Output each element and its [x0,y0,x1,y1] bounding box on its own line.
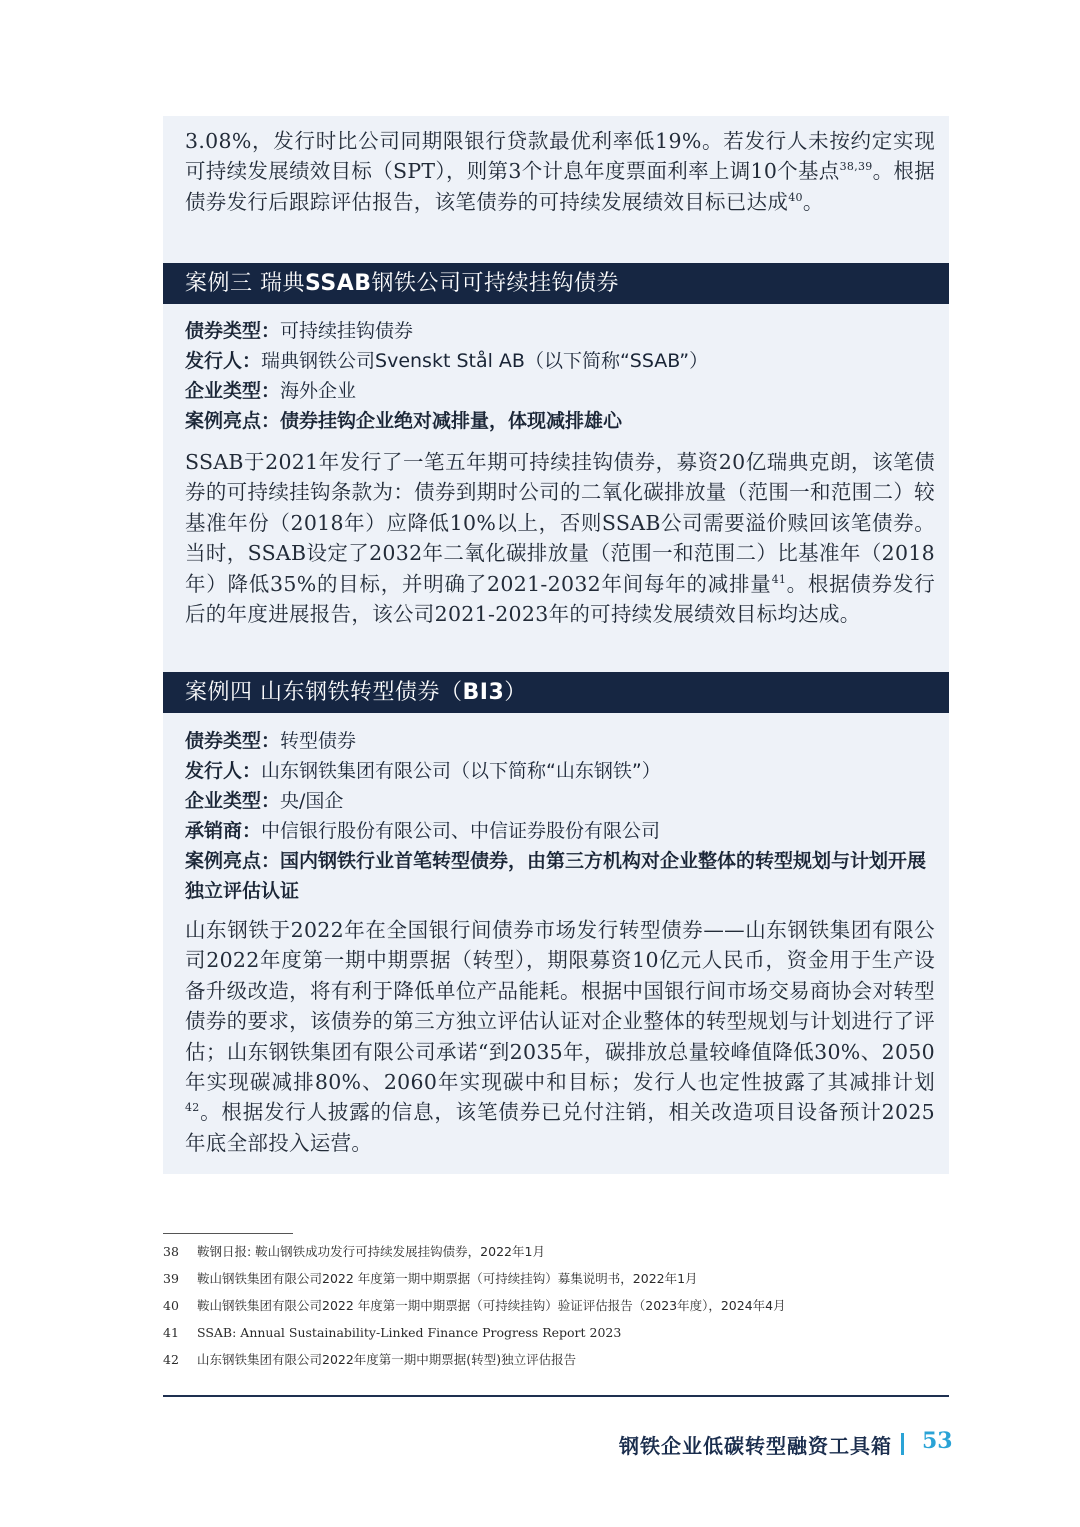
case3-paragraph: SSAB于2021年发行了一笔五年期可持续挂钩债券，募资20亿瑞典克朗，该笔债券的可持续挂钩条款为：债券到期时公司的二氧化碳排放量（范围一和范围二）较基准年份（2018年）应降低10%以上，否则SSAB公司需要溢价赎回该笔债券。当时，SSAB设定了2032年二氧化碳排放量（范围一和范围二）比基准年（2018年）降低35%的目标，并明确了2021-2032年间每年的减排量$^{41}$。根据债券发行后的年度进展报告，该公司2021-2023年的可持续发展绩效目标均达成。 [185,450,935,627]
case4-fields [185,726,935,906]
case3-field-bond-type: 债券类型：可持续挂钩债券 [185,320,414,342]
case3-field-highlight: 案例亮点：债券挂钩企业绝对减排量，体现减排雄心 [185,410,623,432]
case4-field-company-type: 企业类型：央/国企 [185,790,344,812]
case3-field-issuer: 发行人：瑞典钢铁公司Svenskt Stål AB（以下简称“SSAB”） [185,350,709,372]
case4-field-highlight: 案例亮点：国内钢铁行业首笔转型债券，由第三方机构对企业整体的转型规划与计划开展独立评估认证 [185,850,927,902]
footnote-item: 39 鞍山钢铁集团有限公司2022 年度第一期中期票据（可持续挂钩）募集说明书，2022年1月 [163,1271,698,1286]
case4-field-bond-type: 债券类型：转型债券 [185,730,357,752]
footnote-item: 41 SSAB: Annual Sustainability-Linked Finance Progress Report 2023 [163,1325,622,1340]
case4-field-underwriter: 承销商：中信银行股份有限公司、中信证券股份有限公司 [185,820,661,842]
footnote-ref: 42 [185,1101,200,1115]
footnote-list [163,1242,949,1377]
footer-title: 钢铁企业低碳转型融资工具箱 [619,1434,892,1458]
footnote-rule [163,1233,293,1234]
footnote-item: 40 鞍山钢铁集团有限公司2022 年度第一期中期票据（可持续挂钩）验证评估报告（2023年度），2024年4月 [163,1298,786,1313]
case4-paragraph: 山东钢铁于2022年在全国银行间债券市场发行转型债券——山东钢铁集团有限公司2022年度第一期中期票据（转型），期限募资10亿元人民币，资金用于生产设备升级改造，将有利于降低单位产品能耗。根据中国银行间市场交易商协会对转型债券的要求，该债券的第三方独立评估认证对企业整体的转型规划与计划进行了评估；山东钢铁集团有限公司承诺“到2035年，碳排放总量较峰值降低30%、2050年实现碳减排80%、2060年实现碳中和目标；发行人也定性披露了其减排计划$^{42}$。根据发行人披露的信息，该笔债券已兑付注销，相关改造项目设备预计2025年底全部投入运营。 [185,918,935,1155]
footnote-ref: 41 [771,572,787,586]
case4-header: 案例四 山东钢铁转型债券（BI3） [163,672,949,713]
page-number: 53 [922,1428,953,1454]
case3-fields [185,316,935,436]
footnote-ref: 40 [788,190,803,204]
footer-separator-bar [901,1433,904,1455]
case3-header: 案例三 瑞典SSAB钢铁公司可持续挂钩债券 [163,263,949,304]
footnote-item: 42 山东钢铁集团有限公司2022年度第一期中期票据(转型)独立评估报告 [163,1352,577,1367]
case3-field-company-type: 企业类型：海外企业 [185,380,357,402]
footnote-ref: 38,39 [839,160,873,174]
footer-divider [163,1395,949,1397]
case4-field-issuer: 发行人：山东钢铁集团有限公司（以下简称“山东钢铁”） [185,760,661,782]
intro-paragraph: 3.08%，发行时比公司同期限银行贷款最优利率低19%。若发行人未按约定实现可持续发展绩效目标（SPT），则第3个计息年度票面利率上调10个基点$^{38,39}$。根据债券发行后跟踪评估报告，该笔债券的可持续发展绩效目标已达成$^{40}$。 [185,129,935,214]
footnote-item: 38 鞍钢日报: 鞍山钢铁成功发行可持续发展挂钩债券，2022年1月 [163,1244,545,1259]
